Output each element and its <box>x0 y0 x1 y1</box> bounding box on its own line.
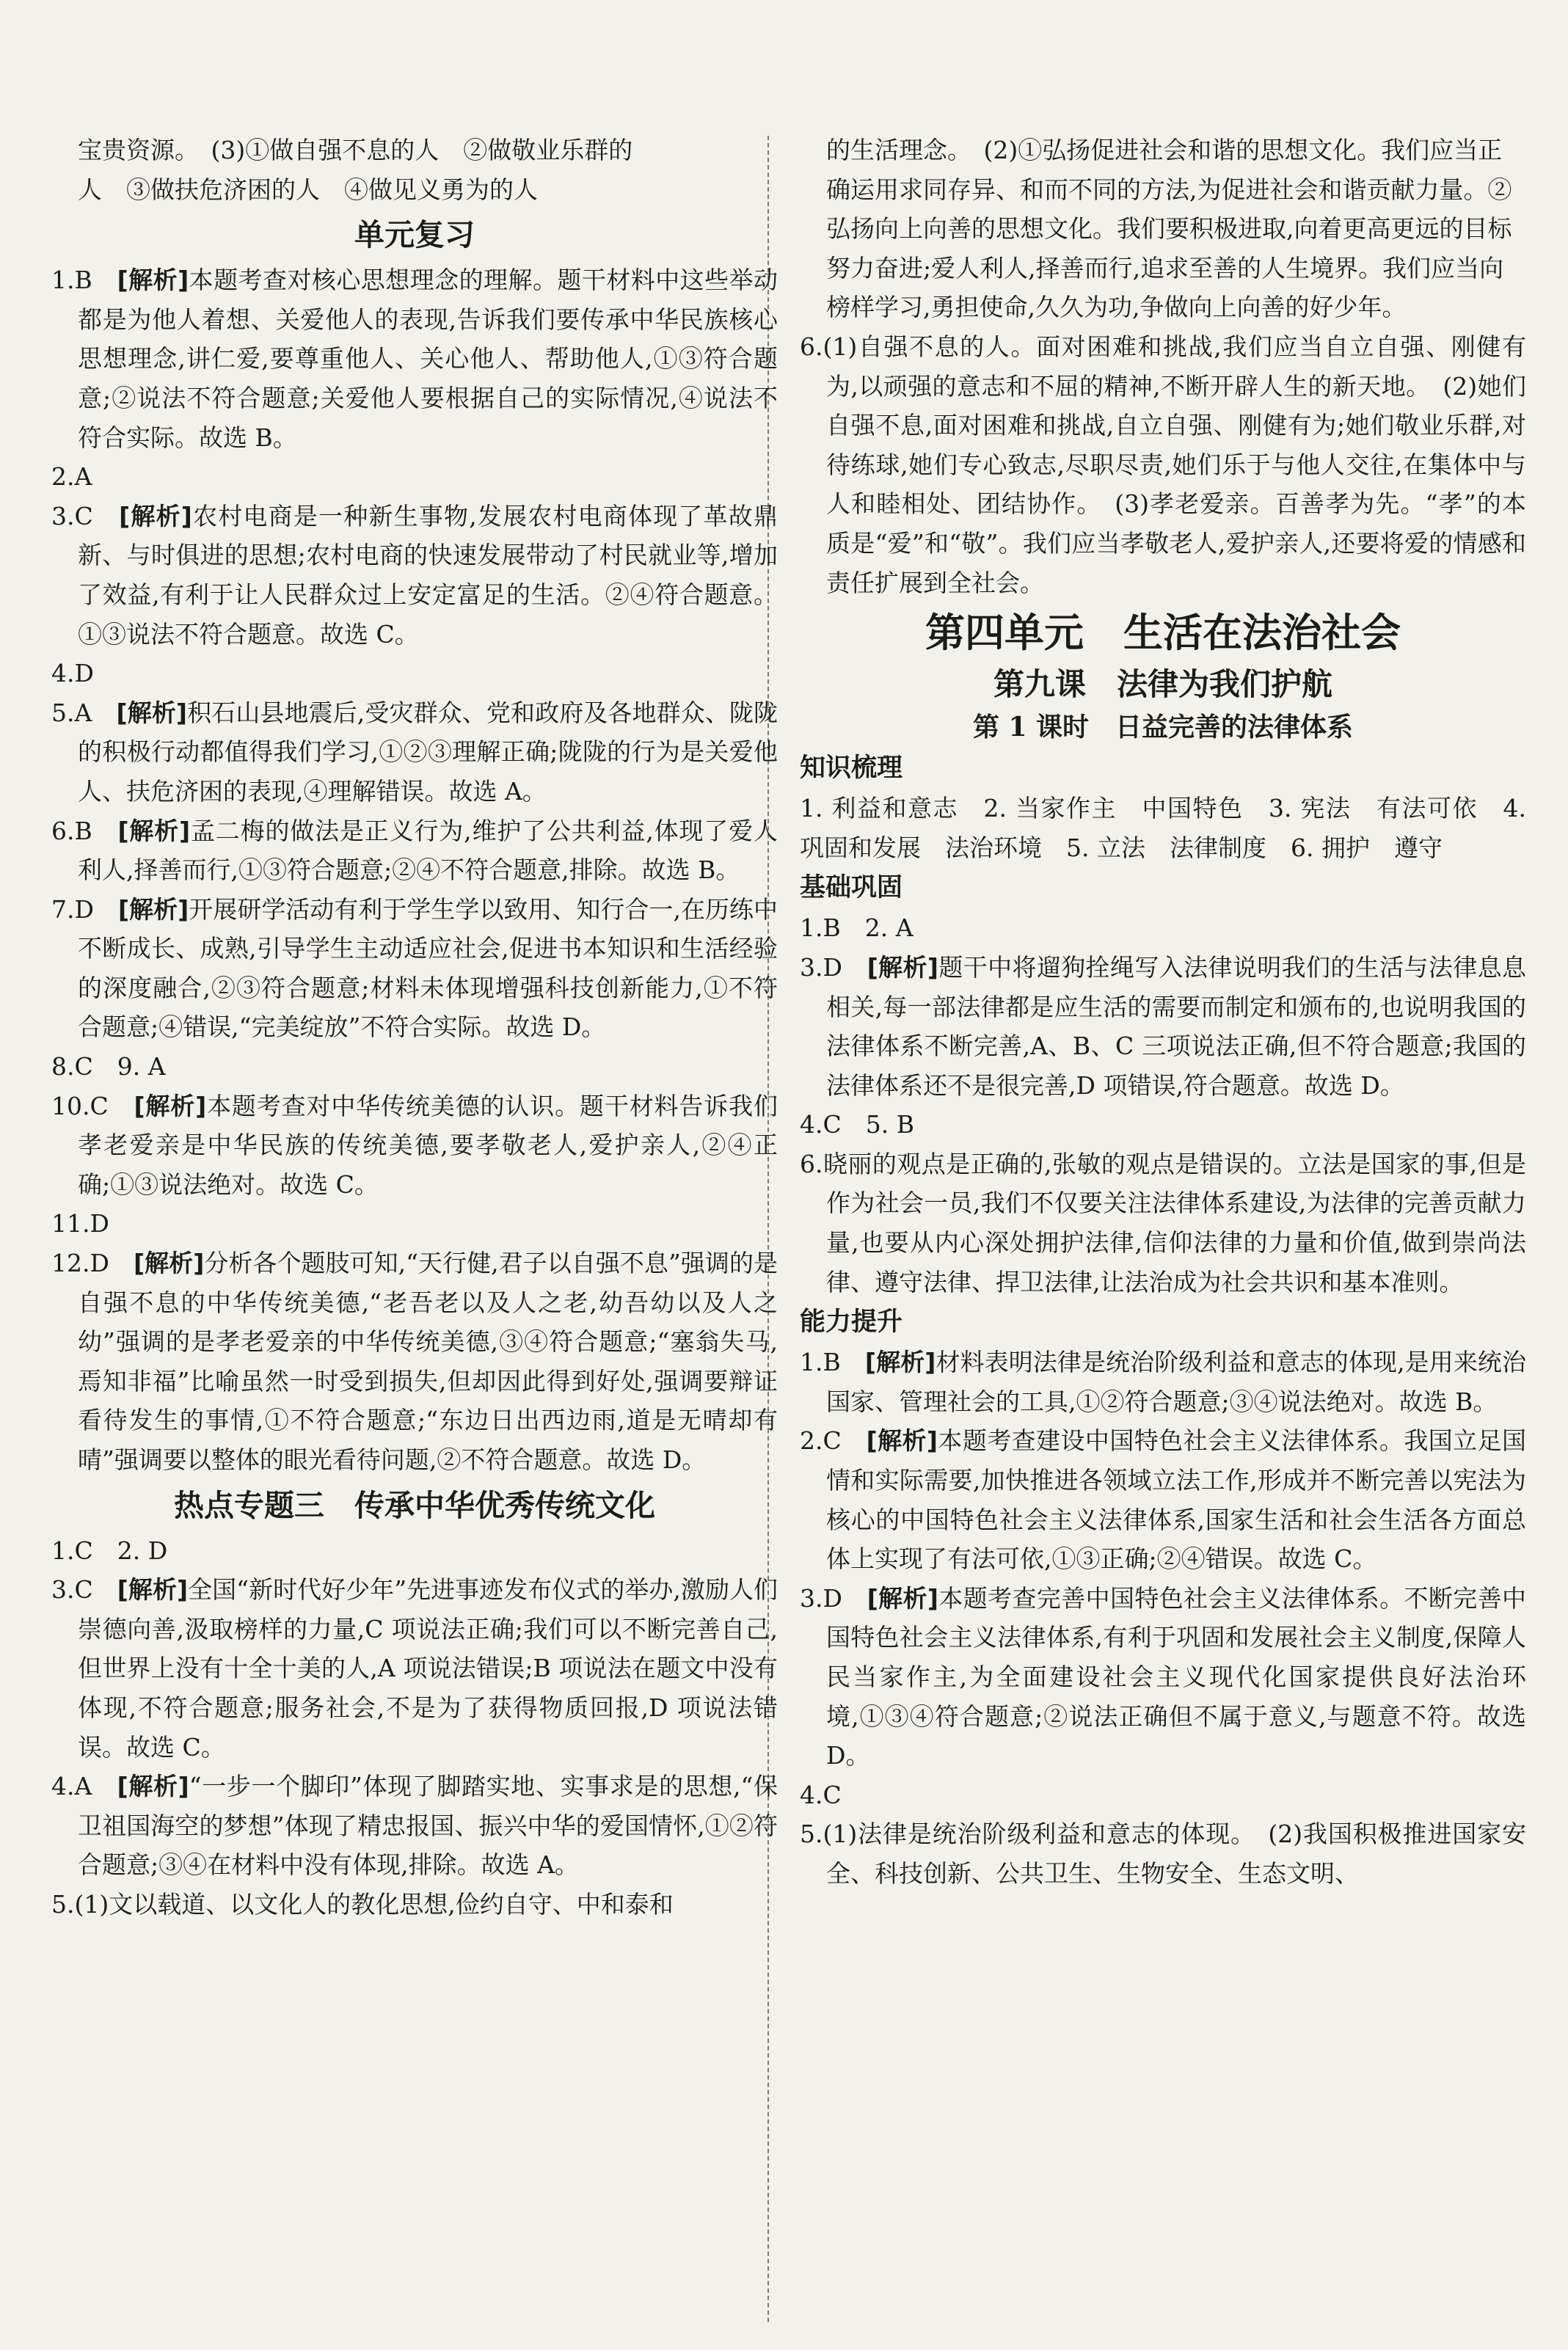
answer-choice: D <box>823 1583 842 1613</box>
analysis-tag: [解析] <box>92 816 191 845</box>
analysis-tag: [解析] <box>92 1772 189 1801</box>
answer-choice: C 2. D <box>74 1536 168 1565</box>
answer-number: 1. <box>51 1536 75 1565</box>
answer-choice: B 2. A <box>823 913 914 943</box>
answer-choice: C <box>823 1780 842 1809</box>
answer-item <box>51 1087 778 1205</box>
analysis-text: 本题考查建设中国特色社会主义法律体系。我国立足国情和实际需要,加快推进各领域立法工作,形成并不断完善以宪法为核心的中国特色社会主义法律体系,国家生活和社会生活各方面总体上实现了有法可依,①③正确;②④错误。故选 C。 <box>826 1426 1526 1574</box>
answer-choice: D <box>74 659 94 688</box>
analysis-text: 开展研学活动有利于学生学以致用、知行合一,在历练中不断成长、成熟,引导学生主动适应社会,促进书本知识和生活经验的深度融合,②③符合题意;材料未体现增强科技创新能力,①不符合题意;④错误,“完美绽放”不符合实际。故选 D。 <box>78 894 778 1042</box>
analysis-tag: [解析] <box>108 1091 207 1120</box>
lesson-title: 第九课 法律为我们护航 <box>993 666 1332 703</box>
answer-number: 10. <box>51 1091 90 1120</box>
analysis-tag: [解析] <box>92 698 188 727</box>
answer-number: 2. <box>51 462 75 492</box>
answer-number: 11. <box>51 1209 90 1238</box>
analysis-text: 积石山县地震后,受灾群众、党和政府及各地群众、陇陇的积极行动都值得我们学习,①②③理解正确;陇陇的行为是关爱他人、扶危济困的表现,④理解错误。故选 A。 <box>78 698 778 806</box>
answer-number: 3. <box>800 952 823 982</box>
answer-number: 4. <box>800 1780 823 1809</box>
answer-item <box>800 1579 1526 1776</box>
knowledge-section-title: 知识梳理 <box>800 753 903 784</box>
answer-item <box>800 1776 1526 1815</box>
analysis-tag: [解析] <box>842 952 939 982</box>
answer-choice: D <box>90 1209 109 1238</box>
answer-item <box>51 1047 778 1087</box>
answer-item <box>800 948 1526 1105</box>
answer-number: 1. <box>51 266 75 295</box>
answer-number: 7. <box>51 894 75 924</box>
ability-section-title: 能力提升 <box>800 1307 903 1338</box>
answer-number: 4. <box>51 659 75 688</box>
answer-choice: C 5. B <box>823 1110 914 1139</box>
answer-item <box>51 457 778 497</box>
right-column <box>800 131 1526 1894</box>
analysis-text: “一步一个脚印”体现了脚踏实地、实事求是的思想,“保卫祖国海空的梦想”体现了精忠报国、振兴中华的爱国情怀,①②符合题意;③④在材料中没有体现,排除。故选 A。 <box>78 1772 778 1880</box>
answer-choice: C <box>74 1575 93 1605</box>
answer-item: 5.(1)文以载道、以文化人的教化思想,俭约自守、中和泰和 <box>51 1889 674 1919</box>
analysis-tag: [解析] <box>92 1575 189 1605</box>
answer-choice: C <box>74 501 93 530</box>
answer-item <box>800 1105 1526 1145</box>
ability-answer-list <box>800 1343 1526 1814</box>
analysis-tag: [解析] <box>840 1348 936 1377</box>
analysis-tag: [解析] <box>92 501 192 530</box>
analysis-tag: [解析] <box>93 894 189 924</box>
answer-number: 1. <box>800 1348 823 1377</box>
analysis-text: 本题考查完善中国特色社会主义法律体系。不断完善中国特色社会主义法律体系,有利于巩固和发展社会主义制度,保障人民当家作主,为全面建设社会主义现代化国家提供良好法治环境,①③④符合题意;②说法正确但不属于意义,与题意不符。故选 D。 <box>826 1583 1527 1770</box>
analysis-text: 题干中将遛狗拴绳写入法律说明我们的生活与法律息息相关,每一部法律都是应生活的需要而制定和颁布的,也说明我国的法律体系不断完善,A、B、C 三项说法正确,但不符合题意;我国的法律体系还不是很完善,D 项错误,符合题意。故选 D。 <box>826 952 1527 1100</box>
answer-number: 1. <box>800 913 823 943</box>
answer-item <box>51 890 778 1047</box>
analysis-tag: [解析] <box>842 1583 939 1613</box>
basic-answer-list <box>800 908 1526 1145</box>
answer-item <box>51 1244 778 1480</box>
basic-section-title: 基础巩固 <box>800 873 903 903</box>
analysis-tag: [解析] <box>841 1426 938 1456</box>
left-column <box>51 131 778 1924</box>
answer-choice: C <box>90 1091 109 1120</box>
answer-item <box>51 693 778 811</box>
hot-topic-title: 热点专题三 传承中华优秀传统文化 <box>174 1487 655 1523</box>
answer-item: 6.晓丽的观点是正确的,张敏的观点是错误的。立法是国家的事,但是作为社会一员,我们不仅要关注法律体系建设,为法律的完善贡献力量,也要从内心深处拥护法律,信仰法律的力量和价值,做到崇尚法律、遵守法律、捍卫法律,让法治成为社会共识和基本准则。 <box>800 1149 1526 1296</box>
answer-choice: A <box>74 698 92 727</box>
answer-item <box>51 1531 778 1571</box>
answer-choice: D <box>74 894 94 924</box>
analysis-tag: [解析] <box>92 266 189 295</box>
answer-item: 5.(1)法律是统治阶级利益和意志的体现。 (2)我国积极推进国家安全、科技创新、公共卫生、生物安全、生态文明、 <box>800 1820 1526 1888</box>
analysis-text: 本题考查对中华传统美德的认识。题干材料告诉我们孝老爱亲是中华民族的传统美德,要孝敬老人,爱护亲人,②④正确;①③说法绝对。故选 C。 <box>78 1091 778 1199</box>
answer-item <box>51 1767 778 1885</box>
answer-continuation: 人 ③做扶危济困的人 ④做见义勇为的人 <box>78 175 538 204</box>
answer-item <box>51 811 778 890</box>
answer-number: 12. <box>51 1249 90 1278</box>
answer-item <box>51 1570 778 1767</box>
analysis-text: 全国“新时代好少年”先进事迹发布仪式的举办,激励人们崇德向善,汲取榜样的力量,C 项说法正确;我们可以不断完善自己,但世界上没有十全十美的人,A 项说法错误;B 项说法在题文中没有体现,不符合题意;服务社会,不是为了获得物质回报,D 项说法错误。故选 C。 <box>78 1575 778 1762</box>
analysis-tag: [解析] <box>109 1249 205 1278</box>
analysis-text: 本题考查对核心思想理念的理解。题干材料中这些举动都是为他人着想、关爱他人的表现,告诉我们要传承中华民族核心思想理念,讲仁爱,要尊重他人、关心他人、帮助他人,①③符合题意;②说法不符合题意;关爱他人要根据自己的实际情况,④说法不符合实际。故选 B。 <box>78 266 778 452</box>
analysis-text: 材料表明法律是统治阶级利益和意志的体现,是用来统治国家、管理社会的工具,①②符合题意;③④说法绝对。故选 B。 <box>826 1348 1526 1416</box>
answer-choice: A <box>74 1772 92 1801</box>
answer-choice: B <box>74 816 92 845</box>
answer-choice: D <box>90 1249 109 1278</box>
review-answer-list <box>51 260 778 1479</box>
answer-number: 3. <box>51 1575 75 1605</box>
answer-number: 3. <box>51 501 75 530</box>
answer-item: 6.(1)自强不息的人。面对困难和挑战,我们应当自立自强、刚健有为,以顽强的意志和不屈的精神,不断开辟人生的新天地。 (2)她们自强不息,面对困难和挑战,自立自强、刚健有为;她们敬业乐群,对待练球,她们专心致志,尽职尽责,她们乐于与他人交往,在集体中与人和睦相处、团结协作。 (3)孝老爱亲。百善孝为先。“孝”的本质是“爱”和“敬”。我们应当孝敬老人,爱护亲人,还要将爱的情感和责任扩展到全社会。 <box>800 332 1526 597</box>
answer-choice: C 9. A <box>74 1052 166 1081</box>
answer-number: 3. <box>800 1583 823 1613</box>
answer-number: 2. <box>800 1426 823 1456</box>
analysis-text: 农村电商是一种新生事物,发展农村电商体现了革故鼎新、与时俱进的思想;农村电商的快速发展带动了村民就业等,增加了效益,有利于让人民群众过上安定富足的生活。②④符合题意。①③说法不符合题意。故选 C。 <box>78 501 778 649</box>
hot-topic-answer-list <box>51 1531 778 1885</box>
unit-review-title: 单元复习 <box>354 217 475 253</box>
answer-item <box>800 908 1526 948</box>
answer-choice: D <box>823 952 842 982</box>
answer-item <box>51 654 778 693</box>
answer-choice: B <box>74 266 92 295</box>
answer-number: 4. <box>800 1110 823 1139</box>
answer-item <box>51 497 778 654</box>
answer-continuation: 的生活理念。 (2)①弘扬促进社会和谐的思想文化。我们应当正确运用求同存异、和而不同的方法,为促进社会和谐贡献力量。②弘扬向上向善的思想文化。我们要积极进取,向着更高更远的目标努力奋进;爱人利人,择善而行,追求至善的人生境界。我们应当向榜样学习,勇担使命,久久为功,争做向上向善的好少年。 <box>826 136 1512 322</box>
unit-title: 第四单元 生活在法治社会 <box>925 610 1401 657</box>
answer-choice: B <box>823 1348 841 1377</box>
answer-choice: C <box>823 1426 842 1456</box>
analysis-text: 孟二梅的做法是正义行为,维护了公共利益,体现了爱人利人,择善而行,①③符合题意;②④不符合题意,排除。故选 B。 <box>78 816 778 885</box>
answer-number: 5. <box>51 698 75 727</box>
answer-item <box>51 260 778 457</box>
answer-item <box>800 1343 1526 1421</box>
period-title: 第 1 课时 日益完善的法律体系 <box>972 712 1354 743</box>
answer-continuation: 宝贵资源。 (3)①做自强不息的人 ②做敬业乐群的 <box>78 136 633 164</box>
answer-item <box>800 1421 1526 1578</box>
answer-choice: A <box>74 462 92 492</box>
answer-item <box>51 1204 778 1244</box>
knowledge-answers: 1. 利益和意志 2. 当家作主 中国特色 3. 宪法 有法可依 4. 巩固和发展 法治环境 5. 立法 法律制度 6. 拥护 遵守 <box>800 794 1526 862</box>
answer-number: 6. <box>51 816 75 845</box>
answer-number: 4. <box>51 1772 75 1801</box>
analysis-text: 分析各个题肢可知,“天行健,君子以自强不息”强调的是自强不息的中华传统美德,“老吾老以及人之老,幼吾幼以及人之幼”强调的是孝老爱亲的中华传统美德,③④符合题意;“塞翁失马,焉知非福”比喻虽然一时受到损失,但却因此得到好处,强调要辩证看待发生的事情,①不符合题意;“东边日出西边雨,道是无晴却有晴”强调要以整体的眼光看待问题,②不符合题意。故选 D。 <box>78 1249 778 1474</box>
answer-number: 8. <box>51 1052 75 1081</box>
